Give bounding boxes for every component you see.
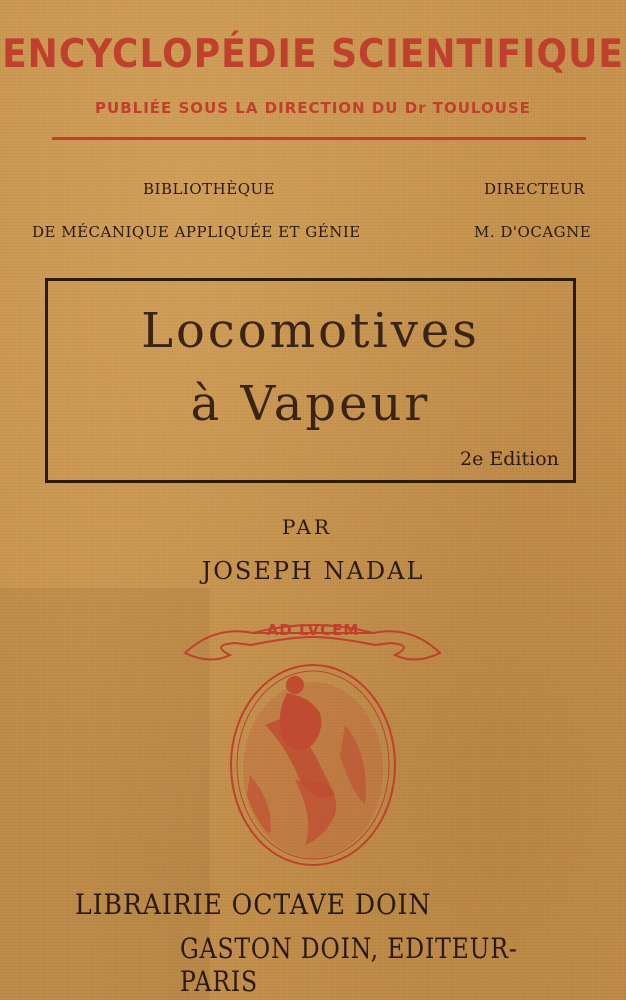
author-name: JOSEPH NADAL <box>201 557 425 585</box>
edition-label: 2e Edition <box>460 448 559 470</box>
series-title: ENCYCLOPÉDIE SCIENTIFIQUE <box>2 31 624 78</box>
motto-text: AD LVCEM <box>266 621 360 639</box>
publisher-line2: GASTON DOIN, EDITEUR-PARIS <box>180 932 518 998</box>
header-divider <box>52 137 586 140</box>
book-title-line1: Locomotives <box>141 303 480 359</box>
series-subtitle: PUBLIÉE SOUS LA DIRECTION DU Dr TOULOUSE <box>95 99 531 117</box>
library-line2: DE MÉCANIQUE APPLIQUÉE ET GÉNIE <box>32 223 361 241</box>
director-label: DIRECTEUR <box>484 180 586 198</box>
by-label: PAR <box>281 515 333 539</box>
library-line1: BIBLIOTHÈQUE <box>143 180 276 198</box>
emblem-illustration <box>175 605 450 870</box>
director-name: M. D'OCAGNE <box>474 223 592 241</box>
publisher-line1: LIBRAIRIE OCTAVE DOIN <box>75 888 432 921</box>
book-title-line2: à Vapeur <box>190 376 431 432</box>
